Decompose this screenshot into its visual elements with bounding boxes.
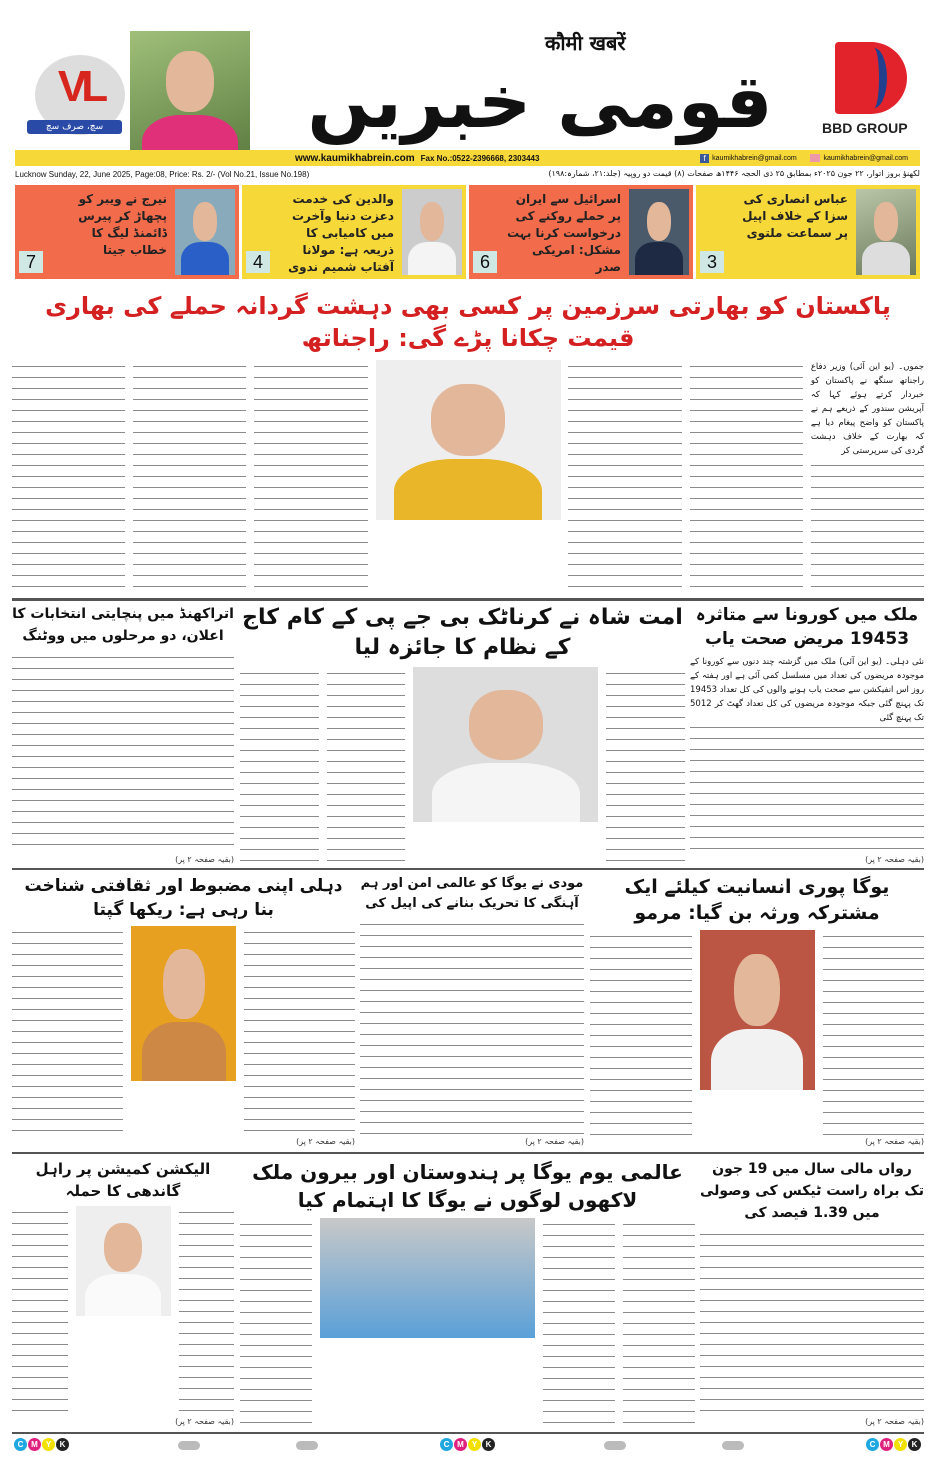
- article-text: [12, 1206, 68, 1416]
- story-intro: نئی دہلی۔ (یو این آئی) ملک میں گزشتہ چند دنوں سے کورونا کے موجودہ مریضوں کی تعداد میں مسلسل کمی آئی ہے اور ہفتہ کے روز اس انفیکشن سے صحت یاب ہونے والوں کی کل تعداد 19453 تک پہنچ گئی جبکہ موجودہ مریضوں کی کل تعداد گھٹ کر 5012 تک پہنچ گئی: [690, 657, 924, 723]
- story-rahul-gandhi: [12, 1158, 234, 1428]
- story-modi: [360, 874, 584, 1148]
- amit-shah-photo: [413, 667, 598, 822]
- article-text: [700, 1228, 924, 1416]
- article-text: [240, 1218, 312, 1428]
- info-bar: [15, 150, 920, 166]
- story-rekha-gupta: [12, 874, 355, 1148]
- registration-pill: [296, 1441, 318, 1450]
- continued-note: (بقیہ صفحہ ۲ پر): [690, 854, 924, 866]
- article-text: [590, 930, 692, 1136]
- fax-number: Fax No.:0522-2396668, 2303443: [420, 153, 540, 163]
- article-text: [254, 360, 367, 596]
- continued-note: (بقیہ صفحہ ۲ پر): [12, 1136, 355, 1148]
- article-text: [690, 655, 924, 854]
- masthead-hindi: कौमी खबरें: [545, 31, 626, 55]
- lead-story: [12, 360, 924, 596]
- cmyk-mark: C M Y K: [866, 1438, 921, 1451]
- website-link[interactable]: www.kaumikhabrein.com: [295, 152, 415, 164]
- article-text: [244, 926, 355, 1136]
- article-text: [12, 360, 125, 596]
- story-headline: ملک میں کورونا سے متاثرہ 19453 مریض صحت یاب: [695, 605, 919, 649]
- story-corona: [690, 603, 924, 866]
- teaser-2[interactable]: [469, 185, 693, 279]
- article-text: [240, 667, 319, 866]
- continued-note: (بقیہ صفحہ ۲ پر): [590, 1136, 924, 1148]
- teaser-strip: [15, 185, 920, 279]
- cmyk-mark: C M Y K: [440, 1438, 495, 1451]
- story-murmu: [590, 874, 924, 1148]
- bbd-group-label: BBD GROUP: [822, 120, 908, 136]
- rekha-gupta-photo: [131, 926, 236, 1081]
- murmu-photo: [700, 930, 815, 1090]
- article-text: [360, 918, 584, 1136]
- rajnath-photo: [376, 360, 561, 520]
- teaser-text: عباس انصاری کی سزا کے خلاف اپیل پر سماعت ملتوی: [742, 192, 848, 240]
- vl-logo-mark: VL: [57, 62, 103, 111]
- teaser-3[interactable]: [242, 185, 466, 279]
- teaser-page: 6: [473, 251, 497, 273]
- yoga-photo: [320, 1218, 535, 1338]
- teaser-text: نیرج نے ویبر کو پچھاڑ کر پیرس ڈائمنڈ لیگ کا خطاب جیتا: [78, 192, 167, 257]
- teaser-page: 7: [19, 251, 43, 273]
- article-text: [12, 651, 234, 854]
- article-text: [690, 360, 803, 596]
- actress-photo: [130, 31, 250, 166]
- teaser-text: والدین کی خدمت دعزت دنیا وآخرت میں کامیابی کا ذریعہ ہے: مولانا آفتاب شمیم ندوی: [288, 192, 394, 274]
- story-uttarakhand: [12, 603, 234, 866]
- article-text: [543, 1218, 615, 1428]
- story-headline: عالمی یوم یوگا پر ہندوستان اور بیرون ملک لاکھوں لوگوں نے یوگا کا اہتمام کیا: [252, 1160, 683, 1212]
- registration-pill: [722, 1441, 744, 1450]
- registration-pill: [604, 1441, 626, 1450]
- continued-note: (بقیہ صفحہ ۲ پر): [700, 1416, 924, 1428]
- email-icon: [810, 154, 820, 162]
- teaser-text: اسرائیل سے ایران پر حملے روکنے کی درخواست کرنا بہت مشکل: امریکی صدر: [507, 192, 621, 274]
- article-text: [12, 926, 123, 1136]
- lead-intro: جموں۔ (یو این آئی) وزیر دفاع راجناتھ سنگھ نے پاکستان کو خبردار کرتے ہوئے کہا کہ آپریشن سندور کے ذریعے ہم نے پاکستان کو واضح پیغام دیا ہے کہ بھارت کے خلاف دہشت گردی کی سرپرستی کر: [810, 362, 924, 456]
- story-headline: رواں مالی سال میں 19 جون تک براہ راست ٹیکس کی وصولی میں 1.39 فیصد کی: [699, 1161, 924, 1221]
- masthead-title: قومی خبریں: [307, 59, 773, 145]
- dateline-english: Lucknow Sunday, 22, June 2025, Page:08, Price: Rs. 2/- (Vol No.21, Issue No.198): [15, 170, 310, 179]
- cmyk-mark: C M Y K: [14, 1438, 69, 1451]
- facebook-contact[interactable]: kaumikhabrein@gmail.com: [712, 154, 797, 162]
- article-text: [811, 360, 924, 596]
- article-text: [606, 667, 685, 866]
- teaser-4[interactable]: [15, 185, 239, 279]
- story-headline: امت شاہ نے کرناٹک بی جے پی کے کام کاج کے نظام کا جائزہ لیا: [242, 605, 683, 660]
- story-headline: یوگا پوری انسانیت کیلئے ایک مشترکہ ورثہ بن گیا: مرمو: [624, 876, 890, 924]
- email-contact[interactable]: kaumikhabrein@gmail.com: [823, 154, 908, 162]
- continued-note: (بقیہ صفحہ ۲ پر): [360, 1136, 584, 1148]
- article-text: [179, 1206, 235, 1416]
- facebook-icon: f: [700, 154, 709, 163]
- teaser-page: 4: [246, 251, 270, 273]
- teaser-page: 3: [700, 251, 724, 273]
- article-text: [623, 1218, 695, 1428]
- story-headline: الیکشن کمیشن پر راہل گاندھی کا حملہ: [35, 1160, 211, 1200]
- lead-headline: پاکستان کو بھارتی سرزمین پر کسی بھی دہشت گردانہ حملے کی بھاری قیمت چکانا پڑے گی: راجناتھ: [45, 292, 891, 352]
- story-headline: مودی نے یوگا کو عالمی امن اور ہم آہنگی کا تحریک بنانے کی اپیل کی: [360, 876, 584, 911]
- logo-tagline: سچ، صرف سچ: [27, 120, 122, 134]
- story-amit-shah: [240, 603, 685, 866]
- story-headline: دہلی اپنی مضبوط اور ثقافتی شناخت بنا رہی ہے: ریکھا گپتا: [24, 876, 343, 920]
- story-tax: [700, 1158, 924, 1428]
- article-text: [327, 667, 406, 866]
- dateline-urdu: لکھنؤ بروز اتوار، ۲۲ جون ۲۰۲۵ء بمطابق ۲۵ ذی الحجہ ۱۴۴۶ھ صفحات (۸) قیمت دو روپیہ (جلد:۲۱، شمارہ:۱۹۸): [548, 169, 920, 178]
- article-text: [133, 360, 246, 596]
- article-text: [823, 930, 925, 1136]
- registration-pill: [178, 1441, 200, 1450]
- continued-note: (بقیہ صفحہ ۲ پر): [12, 1416, 234, 1428]
- story-headline: اتراکھنڈ میں پنچایتی انتخابات کا اعلان، دو مرحلوں میں ووٹنگ: [12, 606, 234, 644]
- rahul-gandhi-photo: [76, 1206, 171, 1316]
- continued-note: (بقیہ صفحہ ۲ پر): [12, 854, 234, 866]
- teaser-1[interactable]: [696, 185, 920, 279]
- story-yoga-day: [240, 1158, 695, 1428]
- bbd-logo: [835, 42, 907, 114]
- article-text: [568, 360, 681, 596]
